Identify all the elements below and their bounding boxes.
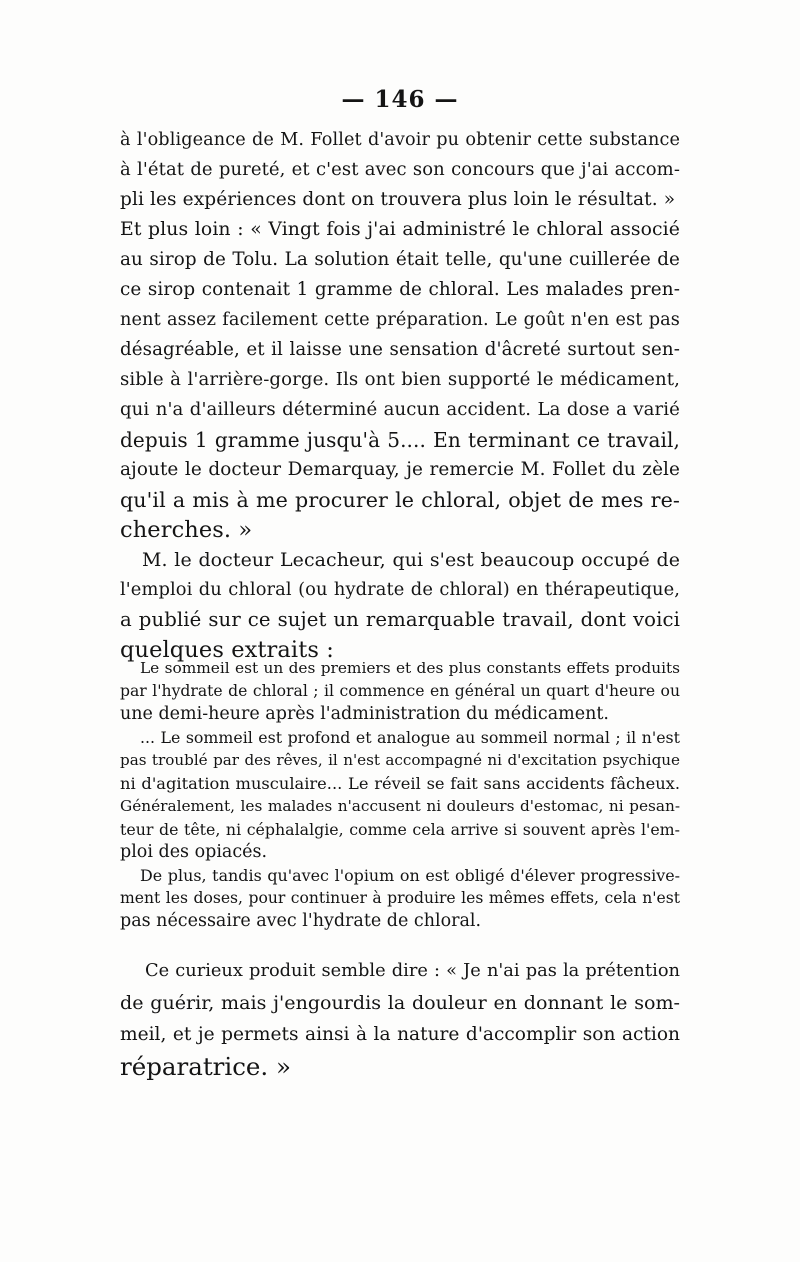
main-line: pli les expériences dont on trouvera plus loin le résultat. » — [120, 189, 676, 210]
main-line: nent assez facilement cette préparation. Le goût n'en est pas — [120, 310, 680, 330]
main-line: quelques extraits : — [120, 637, 334, 663]
quote-line: teur de tête, ni céphalalgie, comme cela arrive si souvent après l'em- — [120, 820, 680, 839]
main-line: cherches. » — [120, 517, 253, 543]
page-number: — 146 — — [341, 86, 459, 113]
main-line: M. le docteur Lecacheur, qui s'est beaucoup occupé de — [142, 549, 680, 571]
main-line: depuis 1 gramme jusqu'à 5.... En terminant ce travail, — [120, 428, 680, 452]
quote-line: ment les doses, pour continuer à produire les mêmes effets, cela n'est — [120, 889, 680, 907]
main-line: a publié sur ce sujet un remarquable travail, dont voici — [120, 608, 680, 631]
main-line: désagréable, et il laisse une sensation d'âcreté surtout sen- — [120, 339, 680, 360]
quote-line: pas nécessaire avec l'hydrate de chloral. — [120, 911, 482, 931]
closing-line: réparatrice. » — [120, 1052, 291, 1081]
closing-line: meil, et je permets ainsi à la nature d'accomplir son action — [120, 1024, 680, 1045]
closing-line: Ce curieux produit semble dire : « Je n'ai pas la prétention — [145, 960, 680, 981]
main-line: ce sirop contenait 1 gramme de chloral. Les malades pren- — [120, 279, 680, 300]
quote-line: pas troublé par des rêves, il n'est accompagné ni d'excitation psychique — [120, 751, 680, 769]
main-line: à l'état de pureté, et c'est avec son concours que j'ai accom- — [120, 159, 680, 180]
quote-line: par l'hydrate de chloral ; il commence en général un quart d'heure ou — [120, 682, 680, 700]
main-line: ajoute le docteur Demarquay, je remercie M. Follet du zèle — [120, 459, 680, 480]
quote-line: Le sommeil est un des premiers et des plus constants effets produits — [140, 659, 680, 677]
quote-line: ploi des opiacés. — [120, 842, 268, 862]
main-line: à l'obligeance de M. Follet d'avoir pu obtenir cette substance — [120, 130, 680, 150]
quote-line: De plus, tandis qu'avec l'opium on est obligé d'élever progressive- — [140, 866, 680, 885]
quote-line: ni d'agitation musculaire... Le réveil se fait sans accidents fâcheux. — [120, 774, 680, 793]
quote-line: Généralement, les malades n'accusent ni douleurs d'estomac, ni pesan- — [120, 797, 680, 815]
closing-line: de guérir, mais j'engourdis la douleur en donnant le som- — [120, 992, 680, 1014]
quote-line: une demi-heure après l'administration du médicament. — [120, 704, 609, 724]
main-line: qu'il a mis à me procurer le chloral, objet de mes re- — [120, 488, 680, 512]
main-line: sible à l'arrière-gorge. Ils ont bien supporté le médicament, — [120, 369, 680, 390]
main-line: au sirop de Tolu. La solution était telle, qu'une cuillerée de — [120, 249, 680, 270]
main-line: Et plus loin : « Vingt fois j'ai administré le chloral associé — [120, 219, 680, 240]
main-line: qui n'a d'ailleurs déterminé aucun accident. La dose a varié — [120, 399, 680, 420]
main-line: l'emploi du chloral (ou hydrate de chloral) en thérapeutique, — [120, 579, 680, 600]
quote-line: ... Le sommeil est profond et analogue au sommeil normal ; il n'est — [140, 728, 680, 747]
